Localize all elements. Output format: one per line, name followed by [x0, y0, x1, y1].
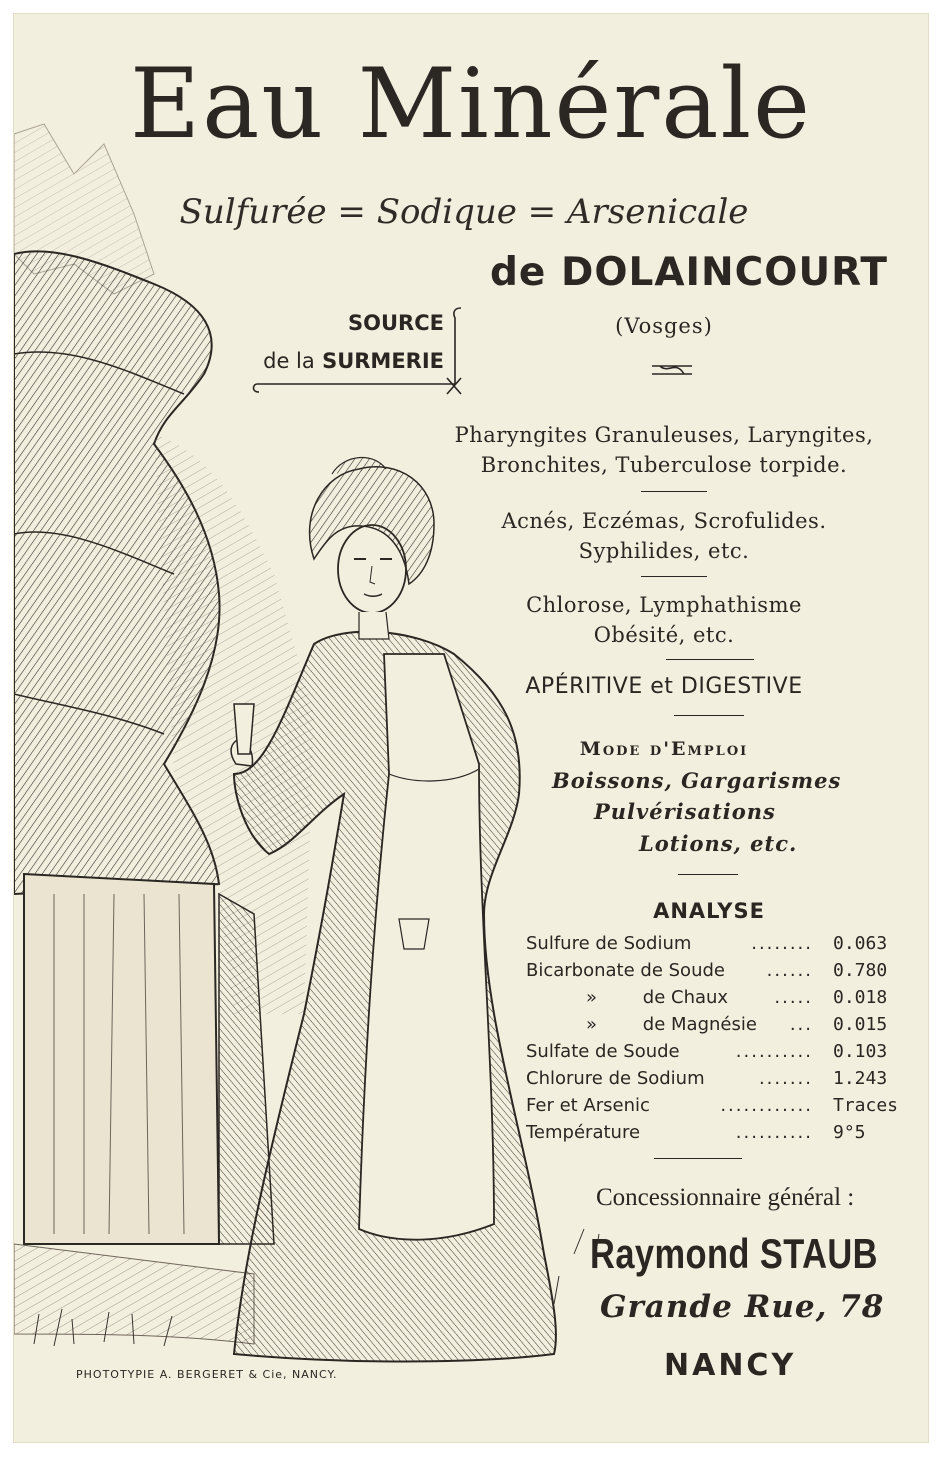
analyse-row: Fer et Arsenic ............ Traces — [526, 1092, 901, 1119]
ornament-icon — [650, 360, 694, 380]
source-prefix: de la — [263, 349, 315, 373]
indication-line: Syphilides, etc. — [578, 539, 750, 563]
indication-line: Obésité, etc. — [593, 623, 735, 647]
analyse-row: Chlorure de Sodium ....... 1.243 — [526, 1065, 901, 1092]
divider — [678, 874, 738, 875]
analyse-name: Bicarbonate de Soude — [526, 960, 725, 981]
mode-line-1: Boissons, Gargarismes — [552, 768, 842, 793]
concession-name: Raymond STAUB — [590, 1230, 878, 1277]
analyse-row: Sulfure de Sodium ........ 0.063 — [526, 930, 901, 957]
divider — [666, 659, 754, 660]
analyse-value: Traces — [833, 1095, 899, 1116]
analyse-name: Température — [526, 1122, 641, 1143]
indication-line: Bronchites, Tuberculose torpide. — [480, 453, 848, 477]
fountain-basin — [24, 874, 274, 1244]
source-line1: SOURCE — [348, 311, 444, 335]
analyse-name: Sulfure de Sodium — [526, 933, 692, 954]
mode-emploi-heading: Mode d'Emploi — [579, 738, 749, 760]
divider — [641, 491, 707, 492]
source-name: SURMERIE — [322, 349, 444, 373]
analyse-value: 0.103 — [833, 1041, 888, 1062]
analyse-name: » de Chaux — [586, 987, 729, 1008]
origin-town: de DOLAINCOURT — [490, 250, 888, 295]
indication-line: Acnés, Eczémas, Scrofulides. — [501, 509, 827, 533]
analyse-row: Température .......... 9°5 — [526, 1119, 901, 1146]
mode-line-2: Pulvérisations — [594, 799, 776, 824]
concession-label: Concessionnaire général : — [596, 1184, 855, 1211]
postcard — [14, 14, 928, 1442]
indications-group-1 — [414, 420, 914, 480]
concession-city: NANCY — [664, 1348, 797, 1383]
mode-line-3: Lotions, etc. — [639, 831, 798, 856]
analyse-value: 9°5 — [833, 1122, 866, 1143]
indication-line: Pharyngites Granuleuses, Laryngites, — [454, 423, 874, 447]
analyse-name: Fer et Arsenic — [526, 1095, 650, 1116]
analyse-row: Sulfate de Soude .......... 0.103 — [526, 1038, 901, 1065]
analyse-name: » de Magnésie — [586, 1014, 757, 1035]
analyse-name: Sulfate de Soude — [526, 1041, 680, 1062]
concession-street: Grande Rue, 78 — [600, 1289, 885, 1325]
region: (Vosges) — [615, 314, 713, 338]
analyse-value: 0.015 — [833, 1014, 888, 1035]
divider — [641, 576, 707, 577]
analyse-row: Bicarbonate de Soude ...... 0.780 — [526, 957, 901, 984]
analyse-row: » de Chaux ..... 0.018 — [526, 984, 901, 1011]
indications-group-2 — [414, 506, 914, 566]
indications-group-3 — [414, 590, 914, 650]
analyse-value: 0.018 — [833, 987, 888, 1008]
title: Eau Minérale — [130, 48, 812, 160]
analyse-value: 1.243 — [833, 1068, 888, 1089]
bracket-ornament-icon — [249, 304, 469, 404]
subtitle: Sulfurée = Sodique = Arsenicale — [179, 192, 749, 232]
analyse-name: Chlorure de Sodium — [526, 1068, 705, 1089]
analyse-value: 0.780 — [833, 960, 888, 981]
printer-credit: PHOTOTYPIE A. BERGERET & Cie, NANCY. — [76, 1368, 338, 1381]
analyse-heading: ANALYSE — [653, 899, 765, 923]
divider — [654, 1158, 742, 1159]
aperitive-label: APÉRITIVE et DIGESTIVE — [525, 674, 803, 699]
analyse-row: » de Magnésie ... 0.015 — [526, 1011, 901, 1038]
indication-line: Chlorose, Lymphathisme — [526, 593, 802, 617]
analyse-value: 0.063 — [833, 933, 888, 954]
divider — [674, 715, 744, 716]
